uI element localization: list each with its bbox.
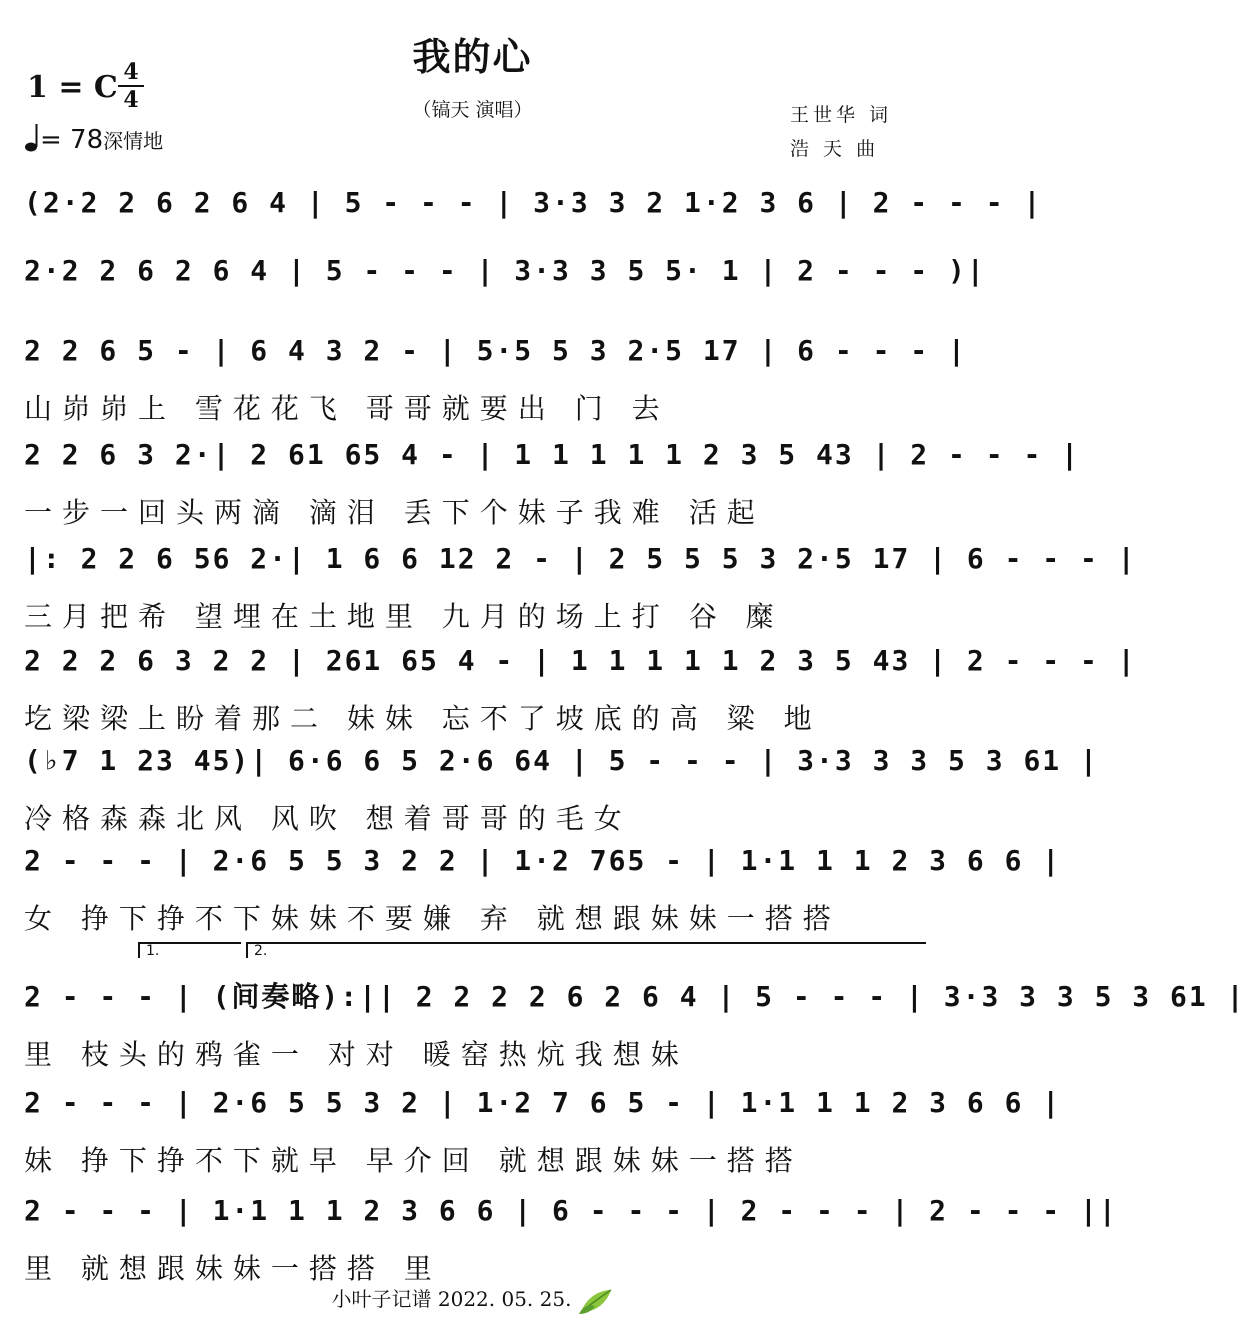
lyric-row: 女 挣下挣不下妹妹不要嫌 弃 就想跟妹妹一搭搭 <box>24 902 841 935</box>
notation-row: (2·2 2 6 2 6 4 | 5 - - - | 3·3 3 2 1·2 3 6 | 2 - - - | <box>24 186 1043 219</box>
notation-row: 2 2 6 3 2·| 2 61 65 4 - | 1 1 1 1 1 2 3 5 43 | 2 - - - | <box>24 438 1081 471</box>
tempo-marking <box>24 122 163 155</box>
notation-row: (♭7 1 23 45)| 6·6 6 5 2·6 64 | 5 - - - | 3·3 3 3 5 3 61 | <box>24 744 1099 777</box>
score-line-1 <box>24 168 1043 238</box>
key-signature: 1 = C <box>27 70 118 105</box>
score-line-3 <box>24 316 967 432</box>
score-line-5 <box>24 524 1137 640</box>
performer-note: （镐天 演唱） <box>412 99 533 121</box>
credits <box>790 98 892 166</box>
score-line-2 <box>24 236 986 306</box>
notation-row: 2 2 2 6 3 2 2 | 261 65 4 - | 1 1 1 1 1 2 3 5 43 | 2 - - - | <box>24 644 1137 677</box>
lyric-row: 妹 挣下挣不下就早 早介回 就想跟妹妹一搭搭 <box>24 1144 803 1177</box>
footer-text: 小叶子记谱 2022. 05. 25. <box>331 1287 572 1311</box>
score-line-6 <box>24 626 1137 742</box>
notation-row: 2 - - - | (间奏略):|| 2 2 2 2 6 2 6 4 | 5 - - - | 3·3 3 3 5 3 61 | <box>24 980 1245 1013</box>
score-line-10 <box>24 1068 1062 1184</box>
lyric-row: 冷格森森北风 风吹 想着哥哥的毛女 <box>24 802 632 835</box>
notation-row: 2·2 2 6 2 6 4 | 5 - - - | 3·3 3 5 5· 1 | 2 - - - )| <box>24 254 986 287</box>
score-line-11 <box>24 1176 1118 1292</box>
notation-row: 2 - - - | 2·6 5 5 3 2 | 1·2 7 6 5 - | 1·1 1 1 2 3 6 6 | <box>24 1086 1062 1119</box>
lyricist: 王世华 词 <box>790 104 893 126</box>
transcriber-footer <box>0 1283 945 1316</box>
score-line-4 <box>24 420 1081 536</box>
time-signature-top: 4 <box>123 59 139 85</box>
time-signature <box>118 60 144 112</box>
lyric-row: 里 枝头的鸦雀一 对对 暖窑热炕我想妹 <box>24 1038 689 1071</box>
notation-row: 2 - - - | 1·1 1 1 2 3 6 6 | 6 - - - | 2 - - - | 2 - - - || <box>24 1194 1118 1227</box>
notation-row: 2 - - - | 2·6 5 5 3 2 2 | 1·2 765 - | 1·1 1 1 2 3 6 6 | <box>24 844 1062 877</box>
song-title: 我的心 <box>412 35 533 79</box>
time-signature-bottom: 4 <box>123 87 139 113</box>
expression-text: 深情地 <box>103 129 164 153</box>
lyric-row: 里 就想跟妹妹一搭搭 里 <box>24 1252 442 1285</box>
tempo-value: = 78 <box>40 125 104 155</box>
composer: 浩 天 曲 <box>790 138 880 160</box>
quarter-note-icon <box>24 122 40 152</box>
lyric-row: 一步一回头两滴 滴泪 丢下个妹子我难 活起 <box>24 496 765 529</box>
volta-second: 2. <box>246 942 926 958</box>
notation-row: |: 2 2 6 56 2·| 1 6 6 12 2 - | 2 5 5 5 3 2·5 17 | 6 - - - | <box>24 542 1137 575</box>
score-line-8 <box>24 826 1062 942</box>
score-line-9 <box>24 962 1245 1078</box>
leaf-icon <box>577 1286 613 1316</box>
score-line-7 <box>24 726 1099 842</box>
lyric-row: 三月把希 望埋在土地里 九月的场上打 谷 糜 <box>24 600 784 633</box>
notation-row: 2 2 6 5 - | 6 4 3 2 - | 5·5 5 3 2·5 17 | 6 - - - | <box>24 334 967 367</box>
lyric-row: 圪梁梁上盼着那二 妹妹 忘不了坡底的高 粱 地 <box>24 702 822 735</box>
lyric-row: 山峁峁上 雪花花飞 哥哥就要出 门 去 <box>24 392 670 425</box>
volta-first: 1. <box>138 942 241 958</box>
